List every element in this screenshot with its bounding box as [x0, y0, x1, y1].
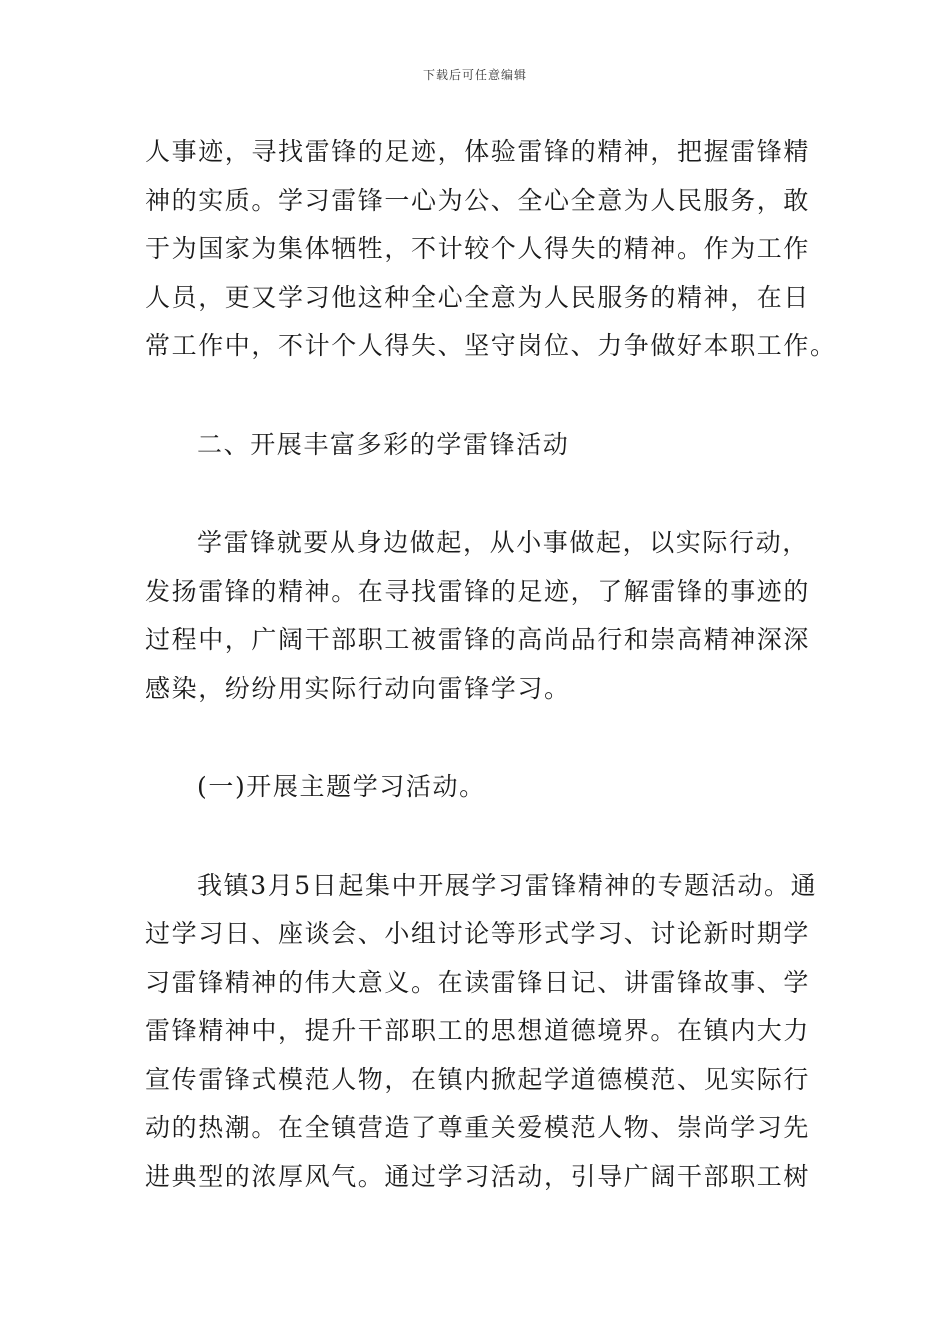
subsection-heading-text: (一)开展主题学习活动。 [197, 772, 486, 801]
paragraph-line: 雷锋精神中，提升干部职工的思想道德境界。在镇内大力 [145, 1016, 811, 1045]
paragraph-3 [145, 862, 818, 1202]
paragraph-line: 感染，纷纷用实际行动向雷锋学习。 [145, 673, 571, 703]
paragraph-line: 习雷锋精神的伟大意义。在读雷锋日记、讲雷锋故事、学 [145, 967, 811, 997]
paragraph-2 [145, 519, 809, 713]
paragraph-line: 常工作中，不计个人得失、坚守岗位、力争做好本职工作。 [145, 331, 837, 360]
paragraph-line: 人员，更又学习他这种全心全意为人民服务的精神，在日 [145, 282, 811, 312]
paragraph-line: 神的实质。学习雷锋一心为公、全心全意为人民服务，敢 [145, 185, 811, 215]
paragraph-line: 过学习日、座谈会、小组讨论等形式学习、讨论新时期学 [145, 919, 811, 948]
paragraph-line: 人事迹，寻找雷锋的足迹，体验雷锋的精神，把握雷锋精 [145, 137, 811, 166]
paragraph-1 [145, 128, 837, 371]
section-heading [145, 421, 809, 470]
paragraph-line: 过程中，广阔干部职工被雷锋的高尚品行和崇高精神深深 [145, 625, 811, 654]
section-heading-text: 二、开展丰富多彩的学雷锋活动 [197, 429, 570, 459]
paragraph-line: 我镇3月5日起集中开展学习雷锋精神的专题活动。通 [197, 870, 818, 900]
paragraph-line: 发扬雷锋的精神。在寻找雷锋的足迹，了解雷锋的事迹的 [145, 576, 811, 606]
paragraph-line: 进典型的浓厚风气。通过学习活动，引导广阔干部职工树 [145, 1161, 811, 1191]
header-note: 下载后可任意编辑 [422, 68, 527, 82]
paragraph-line: 于为国家为集体牺牲，不计较个人得失的精神。作为工作 [145, 234, 811, 263]
paragraph-line: 学雷锋就要从身边做起，从小事做起，以实际行动， [197, 528, 809, 557]
paragraph-line: 宣传雷锋式模范人物，在镇内掀起学道德模范、见实际行 [145, 1064, 811, 1094]
document-body [145, 128, 837, 1201]
paragraph-line: 动的热潮。在全镇营造了尊重关爱模范人物、崇尚学习先 [145, 1113, 811, 1142]
subsection-heading [145, 763, 809, 812]
